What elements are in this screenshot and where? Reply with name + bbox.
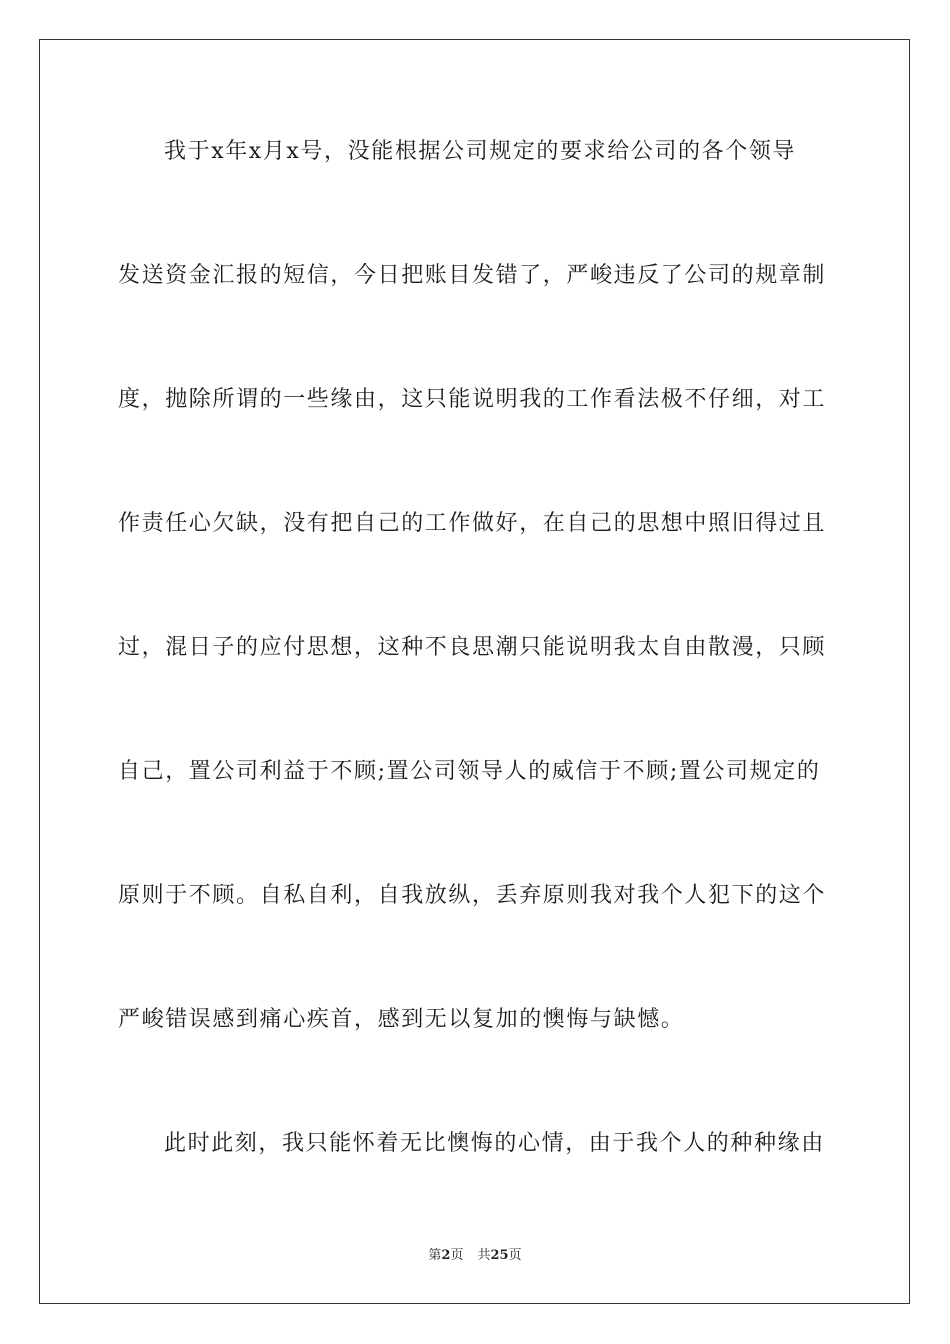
- paragraph-line: 原则于不顾。自私自利，自我放纵，丢弃原则我对我个人犯下的这个: [118, 883, 827, 908]
- total-pages: 25: [490, 1248, 509, 1263]
- paragraph-line: 我于x年x月x号，没能根据公司规定的要求给公司的各个领导: [164, 139, 797, 164]
- paragraph-line: 发送资金汇报的短信，今日把账目发错了，严峻违反了公司的规章制: [118, 263, 827, 288]
- paragraph-line: 自己，置公司利益于不顾;置公司领导人的威信于不顾;置公司规定的: [118, 759, 821, 784]
- paragraph-line: 严峻错误感到痛心疾首，感到无以复加的懊悔与缺憾。: [118, 1007, 685, 1032]
- paragraph-line: 过，混日子的应付思想，这种不良思潮只能说明我太自由散漫，只顾: [118, 635, 827, 660]
- page-footer: [0, 1247, 950, 1265]
- total-prefix: 共: [477, 1248, 491, 1263]
- page-suffix: 页: [450, 1248, 464, 1263]
- paragraph-line: 此时此刻，我只能怀着无比懊悔的心情，由于我个人的种种缘由: [164, 1131, 825, 1156]
- page-prefix: 第: [428, 1248, 442, 1263]
- paragraph-line: 作责任心欠缺，没有把自己的工作做好，在自己的思想中照旧得过且: [118, 511, 827, 536]
- page-number: 2: [441, 1248, 451, 1263]
- page-border: [39, 39, 910, 1304]
- total-suffix: 页: [508, 1248, 522, 1263]
- paragraph-line: 度，抛除所谓的一些缘由，这只能说明我的工作看法极不仔细，对工: [118, 387, 827, 412]
